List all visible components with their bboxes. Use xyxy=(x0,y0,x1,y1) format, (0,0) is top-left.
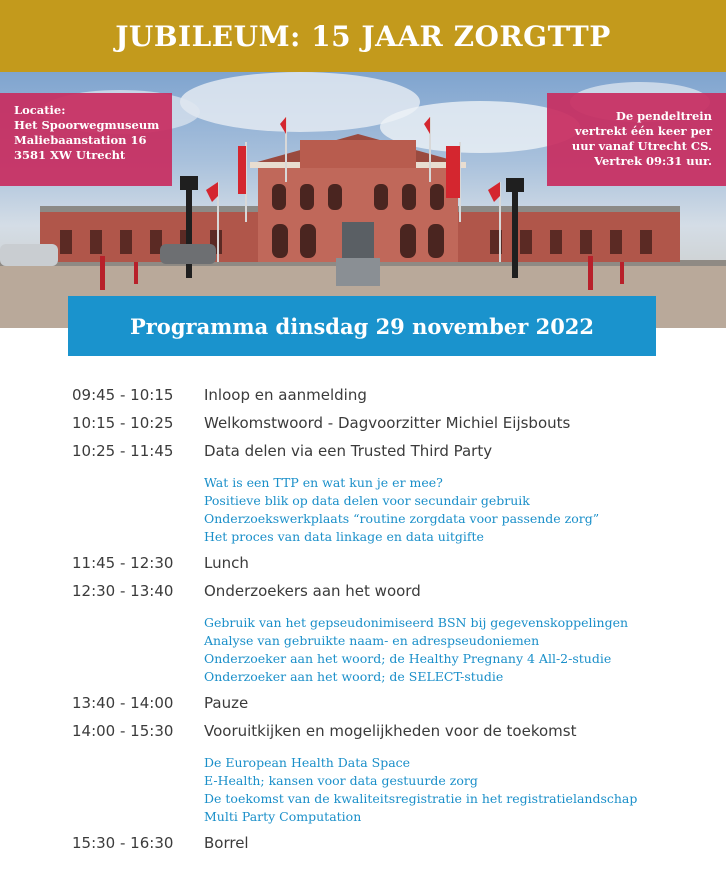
subtopic-item: Onderzoekswerkplaats “routine zorgdata voor passende zorg” xyxy=(204,511,600,526)
program-title-banner xyxy=(68,296,656,356)
train-line: De pendeltrein xyxy=(615,109,712,123)
subtopic-list-researchers xyxy=(72,610,702,694)
subtopic-item: Het proces van data linkage en data uitgifte xyxy=(204,529,484,544)
train-line: vertrekt één keer per xyxy=(574,124,712,138)
schedule-time: 15:30 - 16:30 xyxy=(72,834,174,852)
schedule-row xyxy=(72,554,702,582)
schedule-time: 12:30 - 13:40 xyxy=(72,582,174,600)
schedule-title: Welkomstwoord - Dagvoorzitter Michiel Eijsbouts xyxy=(204,414,571,432)
location-info-box xyxy=(0,93,172,186)
program-title: Programma dinsdag 29 november 2022 xyxy=(129,313,595,339)
location-line: Maliebaanstation 16 xyxy=(14,133,147,147)
schedule-row xyxy=(72,414,702,442)
schedule-time: 13:40 - 14:00 xyxy=(72,694,174,712)
page-title: JUBILEUM: 15 JAAR ZORGTTP xyxy=(115,19,611,53)
schedule-row xyxy=(72,442,702,470)
schedule-time: 10:15 - 10:25 xyxy=(72,414,174,432)
schedule-title: Pauze xyxy=(204,694,249,712)
schedule-title: Lunch xyxy=(204,554,249,572)
subtopic-item: Wat is een TTP en wat kun je er mee? xyxy=(204,475,443,490)
subtopic-item: De European Health Data Space xyxy=(204,755,411,770)
train-line: uur vanaf Utrecht CS. xyxy=(571,139,712,153)
schedule-time: 11:45 - 12:30 xyxy=(72,554,174,572)
shuttle-train-info-box xyxy=(547,93,726,186)
train-line: Vertrek 09:31 uur. xyxy=(594,154,712,168)
subtopic-list-ttp xyxy=(72,470,702,554)
schedule-title: Onderzoekers aan het woord xyxy=(204,582,421,600)
subtopic-item: Analyse van gebruikte naam- en adrespseudoniemen xyxy=(204,633,540,648)
schedule-title: Data delen via een Trusted Third Party xyxy=(204,442,493,460)
location-line: Locatie: xyxy=(14,103,66,117)
location-line: Het Spoorwegmuseum xyxy=(14,118,160,132)
schedule-row xyxy=(72,386,702,414)
subtopic-item: De toekomst van de kwaliteitsregistratie in het registratielandschap xyxy=(204,791,638,806)
schedule-title: Inloop en aanmelding xyxy=(204,386,367,404)
subtopic-item: Onderzoeker aan het woord; de SELECT-studie xyxy=(204,669,504,684)
program-schedule xyxy=(72,386,702,862)
schedule-time: 10:25 - 11:45 xyxy=(72,442,174,460)
subtopic-item: Multi Party Computation xyxy=(204,809,362,824)
subtopic-item: Gebruik van het gepseudonimiseerd BSN bij gegevenskoppelingen xyxy=(204,615,629,630)
schedule-row xyxy=(72,834,702,862)
schedule-row xyxy=(72,722,702,750)
schedule-time: 09:45 - 10:15 xyxy=(72,386,174,404)
location-line: 3581 XW Utrecht xyxy=(14,148,126,162)
subtopic-item: E-Health; kansen voor data gestuurde zorg xyxy=(204,773,478,788)
schedule-row xyxy=(72,694,702,722)
subtopic-list-future xyxy=(72,750,702,834)
subtopic-item: Onderzoeker aan het woord; de Healthy Pregnany 4 All-2-studie xyxy=(204,651,612,666)
header-banner xyxy=(0,0,726,72)
schedule-time: 14:00 - 15:30 xyxy=(72,722,174,740)
subtopic-item: Positieve blik op data delen voor secundair gebruik xyxy=(204,493,530,508)
schedule-title: Vooruitkijken en mogelijkheden voor de toekomst xyxy=(204,722,577,740)
schedule-title: Borrel xyxy=(204,834,249,852)
schedule-row xyxy=(72,582,702,610)
